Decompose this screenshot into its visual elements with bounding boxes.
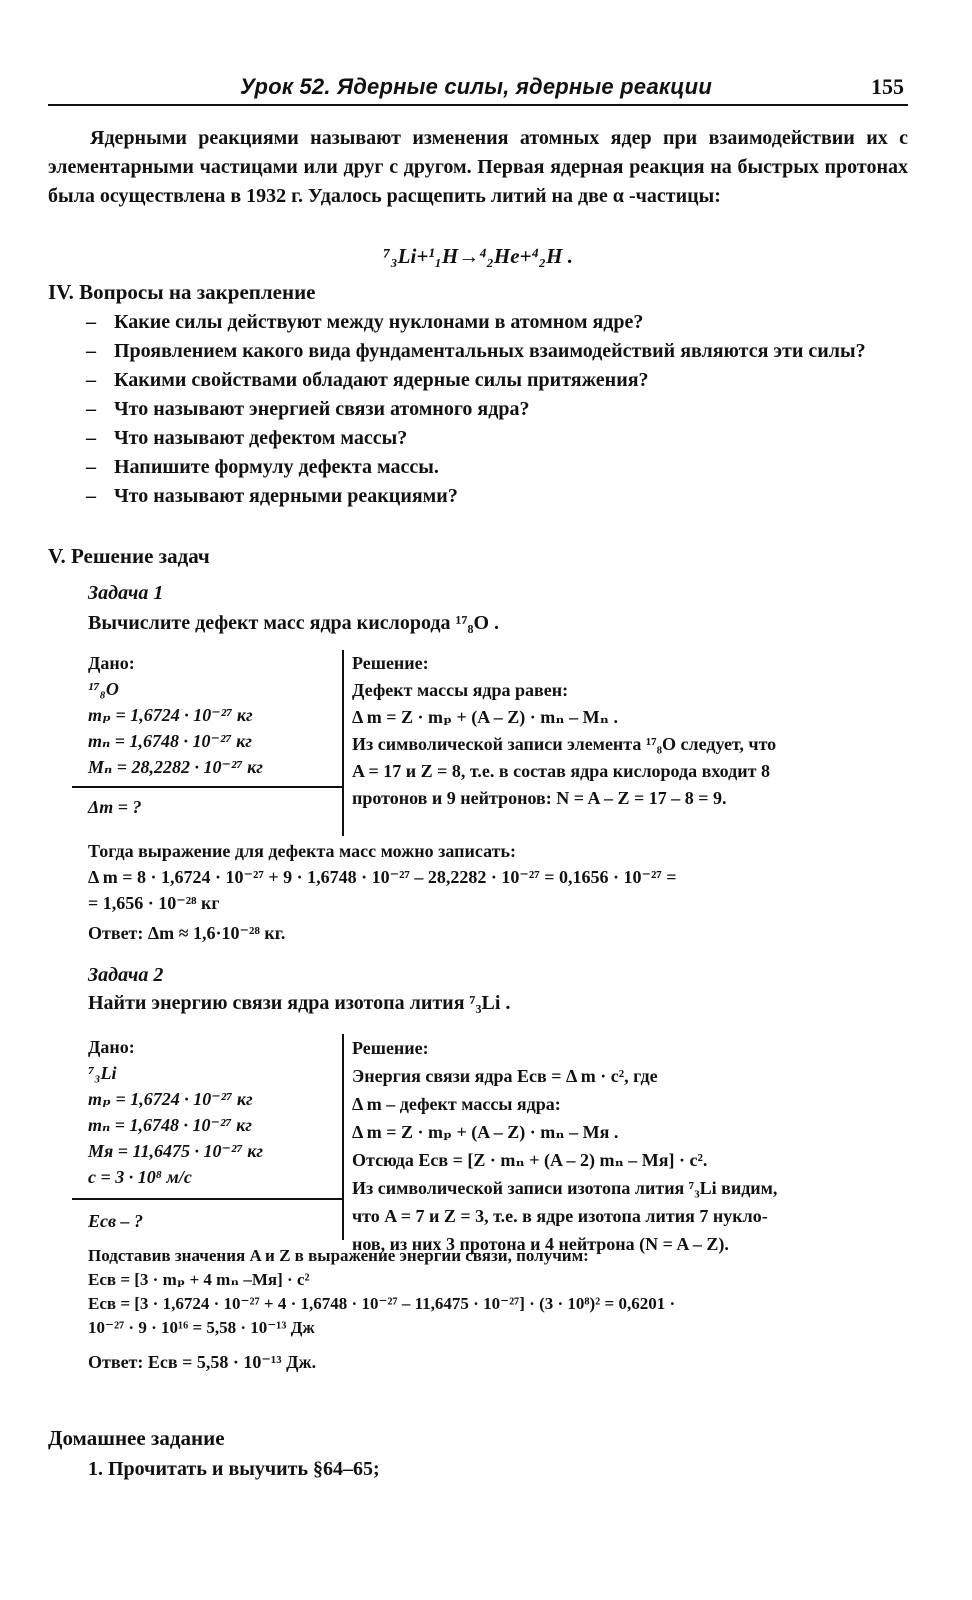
reaction-equation: ⁷₃Li+¹₁H→⁴₂He+⁴₂H . xyxy=(383,244,573,268)
task-1-solution xyxy=(352,650,912,812)
given-item: Mя = 11,6475 · 10⁻²⁷ кг xyxy=(88,1141,263,1161)
question-item: – Напишите формулу дефекта массы. xyxy=(86,453,908,482)
solution-line: Из символической записи элемента ¹⁷₈O следует, что xyxy=(352,734,777,754)
intro-paragraph: Ядерными реакциями называют изменения атомных ядер при взаимодействии их с элементарными частицами или друг с другом. Первая ядерная реакция на быстрых протонах была осуществлена в 1932 г. Удалось расщепить литий на две α -частицы: xyxy=(48,127,908,207)
solution-line: A = 17 и Z = 8, т.е. в состав ядра кислорода входит 8 xyxy=(352,761,770,781)
solution-line: протонов и 9 нейтронов: N = A – Z = 17 – 8 = 9. xyxy=(352,788,727,808)
solution-line: Δ m = Z · mₚ + (A – Z) · mₙ – Mя . xyxy=(352,1122,619,1142)
calc-line: 10⁻²⁷ · 9 · 10¹⁶ = 5,58 · 10⁻¹³ Дж xyxy=(88,1318,315,1337)
running-header xyxy=(48,74,908,106)
questions-list xyxy=(86,308,908,511)
solution-line: Δ m – дефект массы ядра: xyxy=(352,1094,561,1114)
task-2-title: Задача 2 xyxy=(88,964,164,986)
question-item: – Какие силы действуют между нуклонами в атомном ядре? xyxy=(86,308,908,337)
given-item: ¹⁷₈O xyxy=(88,679,119,699)
section-4-title: IV. Вопросы на закрепление xyxy=(48,280,316,304)
question-item: – Какими свойствами обладают ядерные силы притяжения? xyxy=(86,366,908,395)
calc-line: Eсв = [3 · mₚ + 4 mₙ –Mя] · c² xyxy=(88,1270,310,1289)
given-solution-divider xyxy=(342,1034,344,1240)
given-item: mₙ = 1,6748 · 10⁻²⁷ кг xyxy=(88,1115,252,1135)
section-5-title: V. Решение задач xyxy=(48,544,210,568)
task-2-solution xyxy=(352,1034,912,1258)
solution-line: нов, из них 3 протона и 4 нейтрона (N = A – Z). xyxy=(352,1234,729,1254)
solution-line: Дефект массы ядра равен: xyxy=(352,680,569,700)
solution-label: Решение: xyxy=(352,653,429,673)
given-divider xyxy=(72,786,342,788)
question-item: – Что называют дефектом массы? xyxy=(86,424,908,453)
calc-line: Тогда выражение для дефекта масс можно записать: xyxy=(88,841,516,861)
given-label: Дано: xyxy=(88,1037,135,1057)
task-2-calculation xyxy=(88,1244,908,1374)
question-item: – Что называют энергией связи атомного ядра? xyxy=(86,395,908,424)
task-1-find: Δm = ? xyxy=(88,797,142,817)
given-solution-divider xyxy=(342,650,344,836)
given-item: mₚ = 1,6724 · 10⁻²⁷ кг xyxy=(88,705,253,725)
task-1-answer: Ответ: Δm ≈ 1,6·10⁻²⁸ кг. xyxy=(88,923,286,943)
task-2-given xyxy=(88,1034,263,1190)
given-divider xyxy=(72,1198,342,1200)
calc-line: Δ m = 8 · 1,6724 · 10⁻²⁷ + 9 · 1,6748 · 10⁻²⁷ – 28,2282 · 10⁻²⁷ = 0,1656 · 10⁻²⁷ = xyxy=(88,867,677,887)
calc-line: = 1,656 · 10⁻²⁸ кг xyxy=(88,893,220,913)
calc-line: Eсв = [3 · 1,6724 · 10⁻²⁷ + 4 · 1,6748 · 10⁻²⁷ – 11,6475 · 10⁻²⁷] · (3 · 10⁸)² = 0,6201 · xyxy=(88,1294,676,1313)
solution-line: Отсюда Eсв = [Z · mₙ + (A – 2) mₙ – Mя] · c². xyxy=(352,1150,708,1170)
task-2-answer: Ответ: Eсв = 5,58 · 10⁻¹³ Дж. xyxy=(88,1352,317,1372)
task-1-title: Задача 1 xyxy=(88,582,164,604)
task-2-find: Eсв – ? xyxy=(88,1211,144,1231)
given-label: Дано: xyxy=(88,653,135,673)
solution-line: Энергия связи ядра Eсв = Δ m · c², где xyxy=(352,1066,658,1086)
question-item: – Что называют ядерными реакциями? xyxy=(86,482,908,511)
task-1-given xyxy=(88,650,263,780)
task-1-statement: Вычислите дефект масс ядра кислорода ¹⁷₈O . xyxy=(88,612,500,634)
given-item: mₙ = 1,6748 · 10⁻²⁷ кг xyxy=(88,731,252,751)
calc-line: Подставив значения A и Z в выражение энергии связи, получим: xyxy=(88,1246,589,1265)
solution-label: Решение: xyxy=(352,1038,429,1058)
page-number: 155 xyxy=(871,74,904,99)
given-item: ⁷₃Li xyxy=(88,1063,117,1083)
solution-line: Из символической записи изотопа лития ⁷₃Li видим, xyxy=(352,1178,778,1198)
homework-title: Домашнее задание xyxy=(48,1426,225,1450)
given-item: c = 3 · 10⁸ м/с xyxy=(88,1167,192,1187)
solution-line: Δ m = Z · mₚ + (A – Z) · mₙ – Mₙ . xyxy=(352,707,618,727)
solution-line: что A = 7 и Z = 3, т.е. в ядре изотопа лития 7 нукло- xyxy=(352,1206,768,1226)
task-2-statement: Найти энергию связи ядра изотопа лития ⁷₃Li . xyxy=(88,992,511,1014)
given-item: Mₙ = 28,2282 · 10⁻²⁷ кг xyxy=(88,757,263,777)
homework-item: 1. Прочитать и выучить §64–65; xyxy=(88,1458,380,1480)
question-item: – Проявлением какого вида фундаментальных взаимодействий являются эти силы? xyxy=(86,337,908,366)
task-1-calculation xyxy=(88,838,908,946)
given-item: mₚ = 1,6724 · 10⁻²⁷ кг xyxy=(88,1089,253,1109)
header-title: Урок 52. Ядерные силы, ядерные реакции xyxy=(240,74,712,99)
